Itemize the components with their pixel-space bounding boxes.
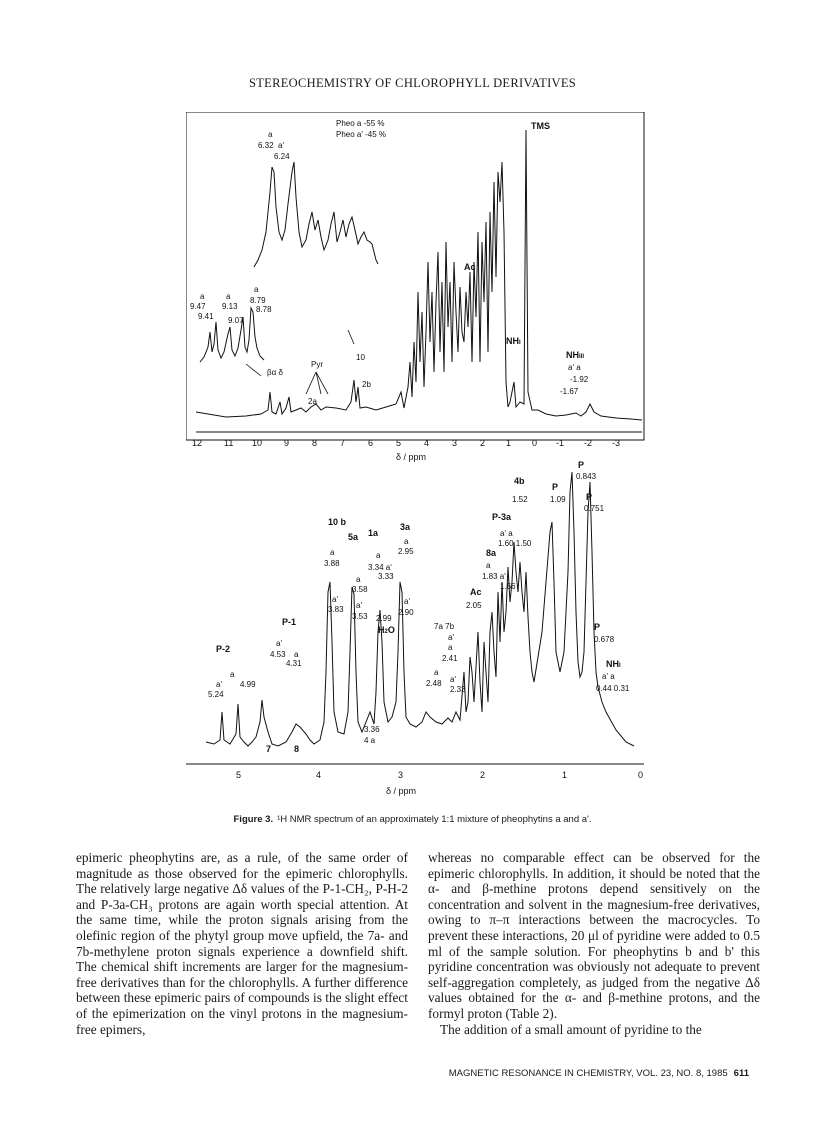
label-6.32: 6.32: [258, 141, 274, 150]
label-nh1-top: NHI: [506, 336, 521, 346]
tick-m1: -1: [556, 438, 565, 448]
bottom-axis-ticks: [236, 770, 643, 780]
label-a-3: a: [254, 285, 259, 294]
label-2.99: 2.99: [376, 614, 392, 623]
label-nh1-bottom: NHI: [606, 659, 621, 669]
label-a-6.32: a: [268, 130, 273, 139]
label-ac-top: Ac: [464, 262, 476, 272]
label-3.53: 3.53: [352, 612, 368, 621]
label-tms: TMS: [531, 121, 550, 131]
label-p1: P-1: [282, 617, 297, 627]
tick-0: 0: [532, 438, 538, 448]
tick-5: 5: [396, 438, 402, 448]
label-pyr: Pyr: [311, 360, 323, 369]
tick-4: 4: [424, 438, 430, 448]
label-9.07: 9.07: [228, 316, 244, 325]
top-axis-label: δ / ppm: [396, 452, 427, 462]
tick-9: 9: [284, 438, 290, 448]
label-9.13: 9.13: [222, 302, 238, 311]
label-p3a-a: a' a: [500, 529, 513, 538]
label-7: 7: [266, 744, 272, 754]
label-p2: P-2: [216, 644, 231, 654]
label-3.33: 3.33: [378, 572, 394, 581]
tick-b2: 2: [480, 770, 486, 780]
label-p2-a: a: [230, 670, 235, 679]
label-7a7b: 7a 7b: [434, 622, 455, 631]
label-1.66: 1.66: [500, 582, 516, 591]
label-3.34-a: a: [376, 551, 381, 560]
tick-8: 8: [312, 438, 318, 448]
label-2.41-a-prime: a': [448, 633, 454, 642]
right-column-paragraph-1: whereas no comparable effect can be observed for the epimeric chlorophylls. In addition, it should be noted that the α- and β-methine protons depend sensitively on the concentration and solvent in the magnesium-free derivatives, owing to π–π interactions between the macrocycles. To prevent these interactions, 20 μl of pyridine were added to 0.5 ml of the sample solution. For pheophytins b and b' this pyridine concentration was obviously not adequate to prevent self-aggregation completely, as judged from the negative Δδ values obtained for the α- and β-methine protons, and the formyl proton (Table 2).: [428, 850, 760, 1021]
running-head: STEREOCHEMISTRY OF CHLOROPHYLL DERIVATIVES: [248, 76, 577, 90]
label-p2-4.99: 4.99: [240, 680, 256, 689]
label-3.83-a: a': [332, 595, 338, 604]
tick-2: 2: [480, 438, 486, 448]
nmr-spectrum-figure: [186, 112, 646, 802]
tick-m2: -2: [584, 438, 593, 448]
label-nh3: NHIII: [566, 350, 585, 360]
tick-1: 1: [506, 438, 512, 448]
bottom-axis-label: δ / ppm: [386, 786, 417, 796]
label-3.34: 3.34 a': [368, 563, 392, 572]
label-p-0.751: P: [586, 492, 593, 502]
tick-b4: 4: [316, 770, 322, 780]
label-6.24: 6.24: [274, 152, 290, 161]
caption-text: ¹H NMR spectrum of an approximately 1:1 mixture of pheophytins a and a'.: [277, 814, 592, 825]
journal-citation: MAGNETIC RESONANCE IN CHEMISTRY, VOL. 23, NO. 8, 1985: [448, 1068, 728, 1079]
label-1.67: -1.67: [560, 387, 579, 396]
label-beta-alpha-delta: βα δ: [267, 368, 283, 377]
label-8.79: 8.79: [250, 296, 266, 305]
label-8: 8: [294, 744, 300, 754]
left-column-paragraph: epimeric pheophytins are, as a rule, of the same order of magnitude as those observed for the epimeric chlorophylls. The relatively large negative Δδ values of the P-1-CH₂, P-H-2 and P-3a-CH₃ protons are again worth special attention. At the same time, while the proton signals arising from the olefinic region of the phytyl group move upfield, the 7a- and 7b-methylene proton signals experience a downfield shift. The chemical shift increments are larger for the magnesium-free derivatives than for the chlorophylls. A further difference between these epimeric pairs of compounds is the slight effect of the epimerization on the vinyl protons in the magnesium-free epimers,: [76, 850, 408, 1037]
label-a-prime-top: a': [278, 141, 284, 150]
label-2.41-a: a: [448, 643, 453, 652]
page-footer: [449, 1068, 749, 1079]
label-3a-a: a: [404, 537, 409, 546]
tick-b1: 1: [562, 770, 568, 780]
label-5.24: 5.24: [208, 690, 224, 699]
inset-spectrum-upper: [254, 162, 378, 267]
label-2.48: 2.48: [426, 679, 442, 688]
label-3.58: 3.58: [352, 585, 368, 594]
tick-3: 3: [452, 438, 458, 448]
label-2b: 2b: [362, 380, 371, 389]
label-2.95: 2.95: [398, 547, 414, 556]
label-ac-bottom: Ac: [470, 587, 482, 597]
label-p3a: P-3a: [492, 512, 512, 522]
tick-11: 11: [224, 438, 234, 448]
right-column: [428, 850, 760, 1037]
caption-label: Figure 3.: [233, 814, 274, 825]
label-10b: 10 b: [328, 517, 347, 527]
label-2.90: 2.90: [398, 608, 414, 617]
label-2.33: 2.33: [450, 685, 466, 694]
label-3.53-a: a': [356, 601, 362, 610]
label-5a: 5a: [348, 532, 359, 542]
label-8.78: 8.78: [256, 305, 272, 314]
label-3a: 3a: [400, 522, 411, 532]
label-1.09: 1.09: [550, 495, 566, 504]
tick-7: 7: [340, 438, 346, 448]
label-4.31: 4.31: [286, 659, 302, 668]
label-p-0.843: P: [578, 460, 585, 470]
tick-10: 10: [252, 438, 263, 448]
label-1.52: 1.52: [512, 495, 528, 504]
label-8a-a: a: [486, 561, 491, 570]
label-nh1-a: a' a: [602, 672, 615, 681]
label-2.48-a: a: [434, 668, 439, 677]
label-9.47: 9.47: [190, 302, 206, 311]
label-2a: 2a: [308, 397, 317, 406]
label-3.58-a: a: [356, 575, 361, 584]
bottom-spectrum-trace: [206, 472, 634, 746]
label-3.83: 3.83: [328, 605, 344, 614]
tick-b0: 0: [638, 770, 644, 780]
label-nh3-a: a' a: [568, 363, 581, 372]
label-4.53: 4.53: [270, 650, 286, 659]
label-a-2: a: [226, 292, 231, 301]
tick-b5: 5: [236, 770, 242, 780]
label-2.33-a: a': [450, 675, 456, 684]
label-h2o: H2O: [378, 625, 395, 635]
label-4a: 4 a: [364, 736, 376, 745]
tick-b3: 3: [398, 770, 404, 780]
legend-pheo-a: Pheo a -55 %: [336, 119, 385, 128]
label-a-1: a: [200, 292, 205, 301]
label-p1-a: a: [294, 650, 299, 659]
right-column-paragraph-2: The addition of a small amount of pyridine to the: [440, 1021, 702, 1037]
label-2.05: 2.05: [466, 601, 482, 610]
label-1.83: 1.83 a': [482, 572, 506, 581]
label-0.843: 0.843: [576, 472, 597, 481]
label-0.751: 0.751: [584, 504, 605, 513]
legend-pheo-a-prime: Pheo a' -45 %: [336, 130, 387, 139]
label-p1-a-prime: a': [276, 639, 282, 648]
tick-12: 12: [192, 438, 203, 448]
label-3.36: 3.36: [364, 725, 380, 734]
tick-6: 6: [368, 438, 374, 448]
label-9.41: 9.41: [198, 312, 214, 321]
tick-m3: -3: [612, 438, 621, 448]
left-column: [76, 850, 408, 1037]
label-p2-a-prime: a': [216, 680, 222, 689]
label-3.88: 3.88: [324, 559, 340, 568]
label-p-0.678: P: [594, 622, 601, 632]
label-10-top: 10: [356, 353, 365, 362]
label-p-1.09: P: [552, 482, 559, 492]
label-2.41: 2.41: [442, 654, 458, 663]
label-2.90-a: a': [404, 597, 410, 606]
page-number: 611: [733, 1068, 749, 1079]
nmr-spectrum-svg: [186, 112, 646, 802]
label-1a: 1a: [368, 528, 379, 538]
label-0.678: 0.678: [594, 635, 615, 644]
figure-caption: [0, 814, 825, 825]
label-8a: 8a: [486, 548, 497, 558]
label-10b-a: a: [330, 548, 335, 557]
label-4b: 4b: [514, 476, 525, 486]
label-0.44: 0.44 0.31: [596, 684, 630, 693]
label-1.92: -1.92: [570, 375, 589, 384]
label-1.60: 1.60 1.50: [498, 539, 532, 548]
